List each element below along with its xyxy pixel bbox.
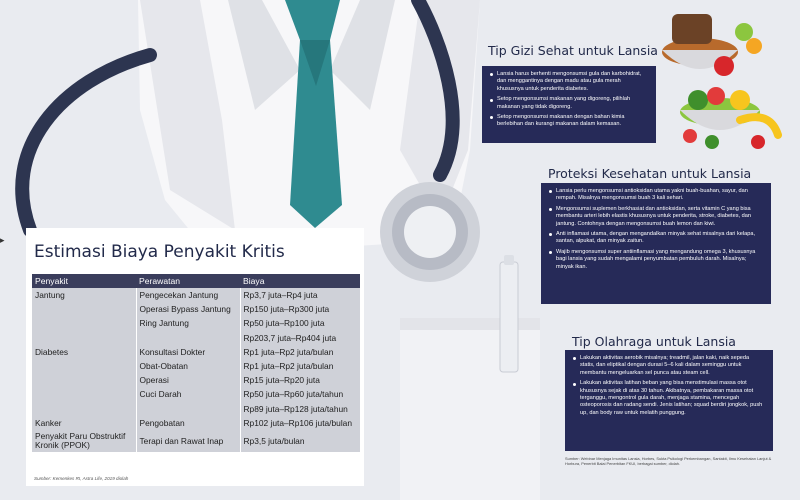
list-item: Lakukan aktivitas latihan beban yang bisa menstimulasi massa otot khususnya sejak di atas 30 tahun. Akibatnya, pembakaran massa otot terganggu, mengontrol gula darah, menjaga stamina, mencegah osteoporosis dan radang sendi. Jenis latihan; squad berdiri jongkok, push up, dan body raw untuk melatih punggung. bbox=[573, 380, 765, 417]
gizi-title: Tip Gizi Sehat untuk Lansia bbox=[488, 43, 658, 58]
proteksi-card bbox=[541, 183, 771, 304]
table-cell bbox=[32, 302, 136, 316]
table-row bbox=[32, 430, 360, 452]
table-cell bbox=[32, 359, 136, 373]
table-row bbox=[32, 316, 360, 330]
table-cell bbox=[136, 402, 240, 416]
list-item: Lansia harus berhenti mengonsumsi gula dan karbohidrat, dan menggantinya dengan madu atau gula merah khususnya untuk penderita diabetes. bbox=[490, 71, 648, 93]
source-note: Sumber: Webinar Menjaga Imunitas Lansia, Horbes, Sukta Psikologi Perkembangan, Santakti, Ilmu Kesehatan Lanjut & Horbura, Penerbit Balai Penerbitan FKUI, berbagai sumber, diolah. bbox=[565, 456, 772, 466]
table-row bbox=[32, 331, 360, 345]
table-cell bbox=[32, 316, 136, 330]
olahraga-title: Tip Olahraga untuk Lansia bbox=[572, 334, 736, 349]
table-cell bbox=[32, 373, 136, 387]
list-item: Lakukan aktivitas aerobik misalnya; treadmil, jalan kaki, naik sepeda statis, dan eliptikal dengan durasi 5–6 kali dalam seminggu untuk membantu mengeluarkan sel punca atau steam cell. bbox=[573, 355, 765, 377]
table-row bbox=[32, 402, 360, 416]
olahraga-card bbox=[565, 350, 773, 451]
table-cell bbox=[32, 331, 136, 345]
coat-pocket bbox=[400, 318, 540, 500]
table-row bbox=[32, 359, 360, 373]
list-item: Mengonsumsi suplemen berkhasiat dan antioksidan, serta vitamin C yang bisa membantu arteri lebih elastis khususnya untuk penderita, stroke, diabetes, dan jantung. Contohnya dengan mengonsumsi buah lemon dan kiwi. bbox=[549, 206, 763, 228]
list-item: Lansia perlu mengonsumsi antioksidan utama yakni buah-buahan, sayur, dan rempah. Misalnya mengonsumsi buah 3 kali sehari. bbox=[549, 188, 763, 203]
table-row bbox=[32, 345, 360, 359]
table-cell bbox=[32, 387, 136, 401]
table-cell: Rp50 juta–Rp100 juta bbox=[240, 316, 360, 330]
table-cell bbox=[32, 402, 136, 416]
list-item: Anti inflamasi utama, dengan mengandalkan minyak sehat misalnya dari kelapa, santan, alpukat, dan minyak zaitun. bbox=[549, 231, 763, 246]
table-cell: Rp203,7 juta–Rp404 juta bbox=[240, 331, 360, 345]
table-cell: Terapi dan Rawat Inap bbox=[136, 430, 240, 452]
table-cell: Jantung bbox=[32, 288, 136, 302]
column-header: Biaya bbox=[240, 274, 360, 288]
table-row bbox=[32, 302, 360, 316]
cost-panel bbox=[26, 228, 364, 486]
table-cell: Rp1 juta–Rp2 juta/bulan bbox=[240, 359, 360, 373]
proteksi-title: Proteksi Kesehatan untuk Lansia bbox=[548, 166, 752, 181]
table-cell: Obat-Obatan bbox=[136, 359, 240, 373]
table-cell: Rp1 juta–Rp2 juta/bulan bbox=[240, 345, 360, 359]
table-cell: Operasi Bypass Jantung bbox=[136, 302, 240, 316]
pen-icon bbox=[500, 262, 518, 372]
table-row bbox=[32, 373, 360, 387]
gizi-card bbox=[482, 66, 656, 143]
table-cell: Operasi bbox=[136, 373, 240, 387]
table-cell: Pengecekan Jantung bbox=[136, 288, 240, 302]
table-cell: Ring Jantung bbox=[136, 316, 240, 330]
table-row bbox=[32, 416, 360, 430]
cost-title: Estimasi Biaya Penyakit Kritis bbox=[34, 242, 285, 262]
table-cell: Rp102 juta–Rp106 juta/bulan bbox=[240, 416, 360, 430]
table-cell: Rp15 juta–Rp20 juta bbox=[240, 373, 360, 387]
list-item: Setop mengonsumsi makanan dengan bahan kimia berlebihan dan kurangi makanan dalam kemasan. bbox=[490, 114, 648, 129]
table-cell: Rp3,7 juta–Rp4 juta bbox=[240, 288, 360, 302]
table-cell: Diabetes bbox=[32, 345, 136, 359]
table-cell: Rp50 juta–Rp60 juta/tahun bbox=[240, 387, 360, 401]
table-cell: Kanker bbox=[32, 416, 136, 430]
table-cell bbox=[136, 331, 240, 345]
table-cell: Penyakit Paru Obstruktif Kronik (PPOK) bbox=[32, 430, 136, 452]
table-cell: Pengobatan bbox=[136, 416, 240, 430]
list-item: Wajib mengonsumsi super antiinflamasi yang mengandung omega 3, khususnya bagi lansia yang sudah mengalami penyumbatan pembuluh darah. Misalnya; minyak ikan. bbox=[549, 249, 763, 271]
column-header: Penyakit bbox=[32, 274, 136, 288]
table-cell: Konsultasi Dokter bbox=[136, 345, 240, 359]
table-cell: Cuci Darah bbox=[136, 387, 240, 401]
list-item: Setop mengonsumsi makanan yang digoreng, pilihlah makanan yang tidak digoreng. bbox=[490, 96, 648, 111]
scroll-marker-icon: ▸ bbox=[0, 236, 5, 246]
table-header-row bbox=[32, 274, 360, 288]
table-cell: Rp3,5 juta/bulan bbox=[240, 430, 360, 452]
column-header: Perawatan bbox=[136, 274, 240, 288]
cost-source-note: Sumber: Kemenkes RI, Astra Life, 2019 diolah bbox=[34, 476, 129, 481]
table-cell: Rp89 juta–Rp128 juta/tahun bbox=[240, 402, 360, 416]
table-row bbox=[32, 288, 360, 302]
table-cell: Rp150 juta–Rp300 juta bbox=[240, 302, 360, 316]
table-row bbox=[32, 387, 360, 401]
cost-table bbox=[32, 274, 360, 452]
